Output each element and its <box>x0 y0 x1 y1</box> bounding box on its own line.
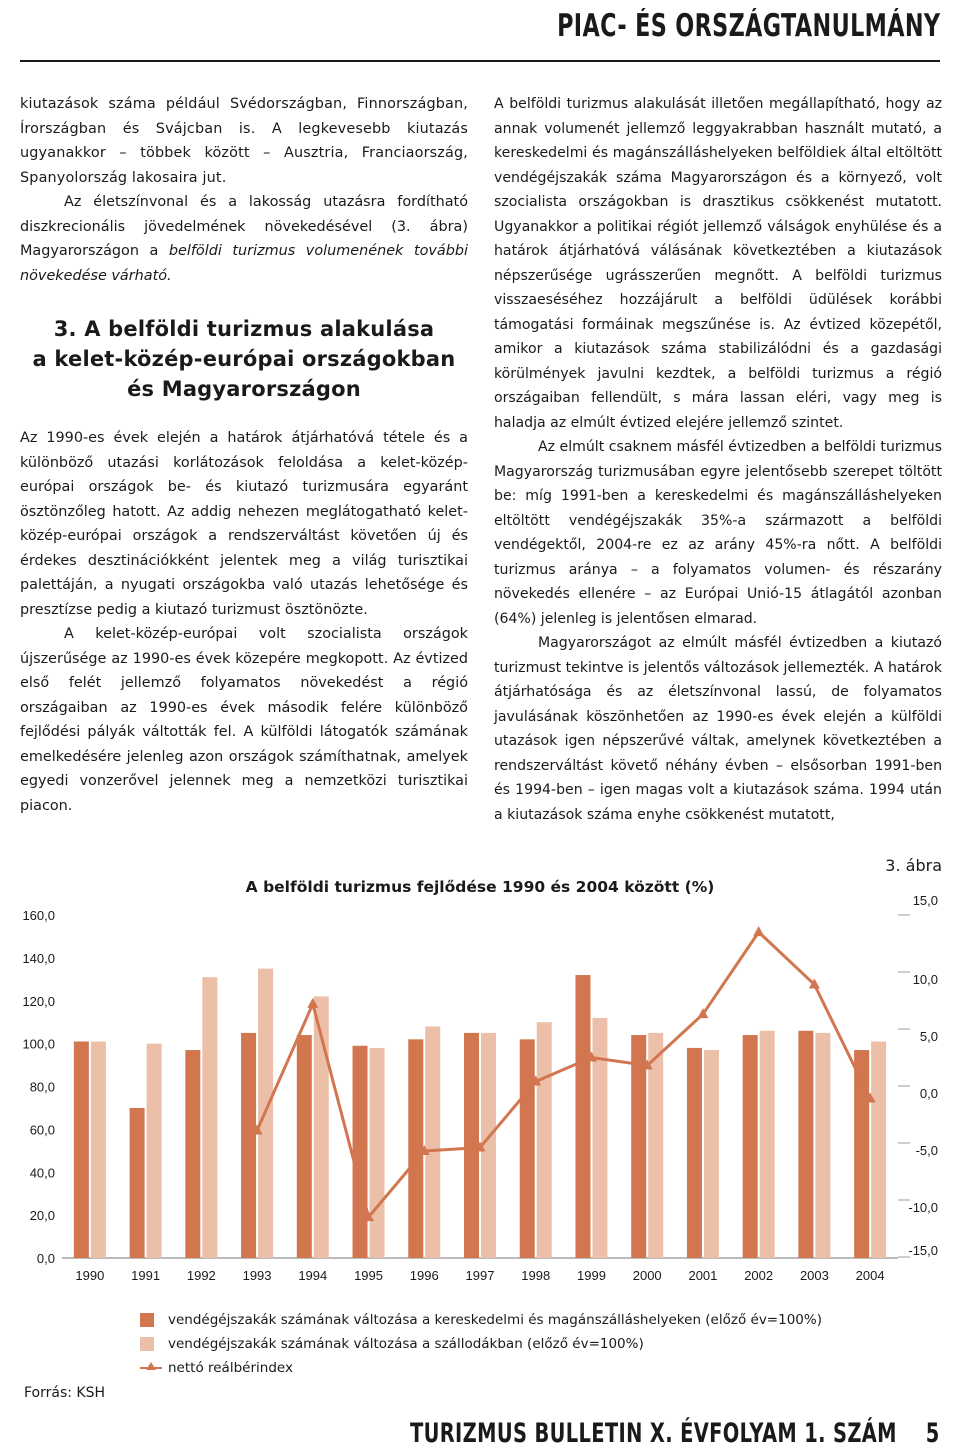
line-wage-index <box>257 932 870 1217</box>
line-marker-wage-index <box>753 926 764 936</box>
y-right-tick-label: -5,0 <box>915 1143 938 1158</box>
paragraph-living-standard-emphasis: belföldi turizmus volumenének további növekedése várható. <box>20 243 468 284</box>
x-tick-label: 1990 <box>75 1268 105 1283</box>
left-column <box>20 92 468 818</box>
journal-section-title: PIAC- ÉS ORSZÁGTANULMÁNY <box>556 8 940 44</box>
bar-commercial <box>520 1039 535 1258</box>
bar-hotels <box>370 1048 385 1258</box>
bar-commercial <box>743 1035 758 1258</box>
bar-commercial <box>798 1031 813 1258</box>
paragraph-domestic-share: Az elmúlt csaknem másfél évtizedben a belföldi turizmus Magyarország turizmusában egyre jelentősebb szerepet töltött be: míg 1991-ben a kereskedelmi és magánszálláshelyeken eltöltött vendégéjszakák 35%-a származott a belföldi vendégektől, 2004-re ez az arány 45%-ra nőtt. A belföldi turizmus aránya – a folyamatos volumen- és részarány növekedés ellenére – az Európai Unió-15 átlagától azonban (64%) jelenleg is jelentősen elmarad. <box>494 439 942 627</box>
y-left-tick-label: 100,0 <box>22 1036 55 1052</box>
y-left-tick-label: 160,0 <box>22 908 55 923</box>
x-tick-label: 1995 <box>354 1268 383 1283</box>
bar-hotels <box>537 1022 552 1258</box>
paragraph-intro: kiutazások száma például Svédországban, Finnországban, Írországban és Svájcban is. A legkevesebb kiutazás ugyanakkor – többek között – Ausztria, Franciaország, Spanyolország lakosaira jut. <box>20 96 468 186</box>
x-tick-label: 2000 <box>632 1268 662 1283</box>
x-tick-label: 1999 <box>577 1268 606 1283</box>
legend-label-commercial: vendégéjszakák számának változása a kereskedelmi és magánszálláshelyeken (előző év=100%) <box>168 1312 822 1328</box>
section-heading-line-1: 3. A belföldi turizmus alakulása <box>53 317 435 341</box>
section-heading <box>20 314 468 404</box>
paragraph-living-standard-text: Az életszínvonal és a lakosság utazásra fordítható diszkrecionális jövedelmének növekedésével (3. ábra) Magyarországon a <box>20 194 468 259</box>
y-right-tick-label: 10,0 <box>912 972 938 987</box>
paragraph-domestic-tourism: A belföldi turizmus alakulását illetően megállapítható, hogy az annak volumenét jellemző leggyakrabban használt mutató, a kereskedelmi és magánszálláshelyeken belföldiek által eltöltött vendégéjszakák száma Magyarországon és a környező, volt szocialista országokban is drasztikus csökkenést mutatott. Ugyanakkor a politikai régiót jellemző válságok enyhülése és a határok átjárhatóvá válásának következtében a kiutazások népszerűsége ugrásszerűen megnőtt. A belföldi turizmus visszaeséséhez hozzájárult a belföldi üdülések korábbi támogatási formáinak megszűnése is. Az évtized közepétől, amikor a kiutazások száma stabilizálódni és a gazdasági körülmények javulni kezdtek, a belföldi turizmus a régió országaiban fellendült, s mára lassan eléri, vagy meg is haladja az elmúlt évtized elejére jellemző szintet. <box>494 96 942 431</box>
header-rule <box>20 60 940 62</box>
x-tick-label: 2002 <box>744 1268 774 1283</box>
bar-commercial <box>297 1035 312 1258</box>
bar-commercial <box>353 1046 368 1258</box>
x-tick-label: 1991 <box>131 1268 161 1283</box>
y-left-tick-label: 40,0 <box>29 1165 55 1181</box>
page-number: 5 <box>926 1418 940 1449</box>
y-right-tick-label: 15,0 <box>912 893 938 908</box>
y-right-tick-label: 0,0 <box>919 1086 938 1101</box>
legend-item-hotels <box>140 1332 822 1356</box>
bar-hotels <box>704 1050 719 1258</box>
y-right-tick-label: 5,0 <box>919 1029 938 1044</box>
right-column <box>494 92 942 827</box>
x-tick-label: 1992 <box>186 1268 216 1283</box>
legend-label-hotels: vendégéjszakák számának változása a szállodákban (előző év=100%) <box>168 1336 644 1352</box>
chart-source: Forrás: KSH <box>24 1385 106 1401</box>
bar-hotels <box>592 1018 607 1258</box>
y-right-tick-label: -15,0 <box>908 1243 938 1258</box>
x-tick-label: 1996 <box>409 1268 439 1283</box>
y-left-tick-label: 120,0 <box>22 993 55 1009</box>
legend-swatch-hotels <box>140 1337 154 1351</box>
y-left-tick-label: 140,0 <box>22 950 55 966</box>
page-footer <box>410 1418 940 1449</box>
paragraph-eastern-europe: A kelet-közép-európai volt szocialista országok újszerűsége az 1990-es évek közepére megkopott. Az évtized első felét jellemző folyamatos növekedést a régió országaiban az 1990-es évek második felére különböző fejlődési pályák váltották fel. A külföldi látogatók számának emelkedésére jelenleg azon országok számíthatnak, amelyek egyedi vonzerővel jelennek meg a nemzetközi turisztikai piacon. <box>20 626 468 814</box>
bar-hotels <box>91 1041 106 1258</box>
bar-commercial <box>74 1041 89 1258</box>
y-left-tick-label: 0,0 <box>36 1251 55 1266</box>
y-left-tick-label: 60,0 <box>29 1122 55 1138</box>
chart-title: A belföldi turizmus fejlődése 1990 és 2004 között (%) <box>245 878 715 896</box>
x-tick-label: 1997 <box>465 1268 495 1283</box>
x-tick-label: 1993 <box>242 1268 272 1283</box>
paragraph-outbound: Magyarországot az elmúlt másfél évtizedben a kiutazó turizmust tekintve is jelentős változások jellemezték. A határok átjárhatósága és az életszínvonal lassú, de folyamatos javulásának köszönhetően az 1990-es évek elején a külföldi utazások igen népszerűvé váltak, amelynek következtében a rendszerváltást követő néhány évben – elsősorban 1991-ben és 1994-ben – igen magas volt a kiutazások száma. 1994 után a kiutazások száma enyhe csökkenést mutatott, <box>494 635 942 823</box>
y-right-tick-label: -10,0 <box>908 1200 938 1215</box>
bar-commercial <box>687 1048 702 1258</box>
figure-number: 3. ábra <box>885 856 942 875</box>
bar-commercial <box>575 975 590 1258</box>
bar-commercial <box>185 1050 200 1258</box>
bar-commercial <box>464 1033 479 1258</box>
chart-legend <box>140 1308 822 1380</box>
bar-hotels <box>147 1044 162 1258</box>
bar-hotels <box>425 1026 440 1258</box>
bar-hotels <box>202 977 217 1258</box>
legend-marker-wage-index <box>140 1361 162 1375</box>
x-tick-label: 2001 <box>688 1268 718 1283</box>
y-left-tick-label: 80,0 <box>29 1079 55 1095</box>
bar-commercial <box>408 1039 423 1258</box>
bar-commercial <box>130 1108 145 1258</box>
bar-hotels <box>760 1031 775 1258</box>
x-tick-label: 1994 <box>298 1268 328 1283</box>
x-tick-label: 2004 <box>855 1268 885 1283</box>
footer-publication: TURIZMUS BULLETIN X. ÉVFOLYAM 1. SZÁM <box>410 1418 898 1449</box>
x-tick-label: 1998 <box>521 1268 551 1283</box>
legend-swatch-commercial <box>140 1313 154 1327</box>
legend-label-wage-index: nettó reálbérindex <box>168 1360 293 1376</box>
bar-commercial <box>241 1033 256 1258</box>
bar-hotels <box>871 1041 886 1258</box>
x-tick-label: 2003 <box>799 1268 829 1283</box>
legend-item-wage-index <box>140 1356 822 1380</box>
tourism-chart <box>0 890 960 1300</box>
section-heading-line-3: és Magyarországon <box>127 377 361 401</box>
paragraph-living-standard <box>20 190 468 288</box>
legend-item-commercial <box>140 1308 822 1332</box>
bar-hotels <box>815 1033 830 1258</box>
paragraph-1990s: Az 1990-es évek elején a határok átjárhatóvá tétele és a különböző utazási korlátozások feloldása a kelet-közép-európai országok be- és kiutazó turizmusára egyaránt ösztönzőleg hatott. Az addig nehezen meglátogatható kelet-közép-európai országok a rendszerváltást követően új és érdekes desztinációkként jelentek meg a világ turisztikai palettáján, a nyugati országokba való utazás lehetősége és presztízse pedig a kiutazó turizmust ösztönözte. <box>20 430 468 618</box>
y-left-tick-label: 20,0 <box>29 1208 55 1224</box>
section-heading-line-2: a kelet-közép-európai országokban <box>32 347 456 371</box>
